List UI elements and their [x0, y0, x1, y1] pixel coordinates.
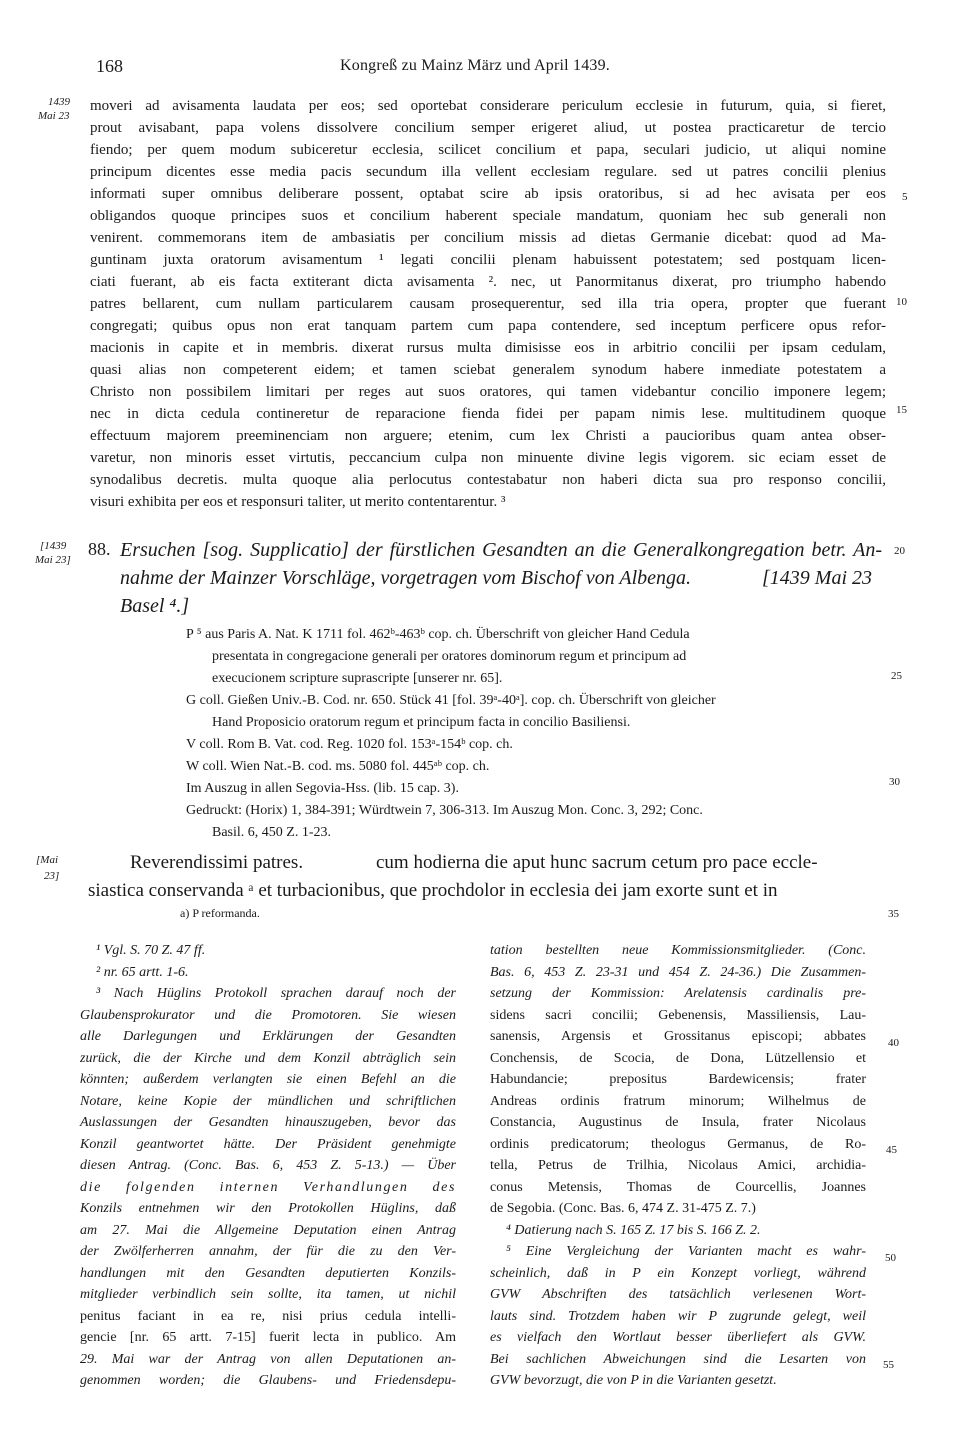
running-title: Kongreß zu Mainz März und April 1439.: [340, 57, 611, 74]
footnote-line: mitglieder verbindlich sein sollte, ita tamen, ut nichil: [80, 1287, 456, 1302]
footnote-line: tation bestellten neue Kommissionsmitglieder. (Conc.: [490, 943, 866, 958]
source-line: G coll. Gießen Univ.-B. Cod. nr. 650. Stück 41 [fol. 39ᵃ-40ᵃ]. cop. ch. Überschrift von gleicher: [186, 693, 716, 708]
body-line: principum dicentes esse media pacis secundum illa vellent ecclesiam regulare. sed ut patres concilii plenius: [90, 164, 886, 180]
body-line: macionis in capite et in membris. dixerat rursus multa dimisisse eos in arbitrio concilii per ipsam cedulam,: [90, 340, 886, 356]
footnote-line: Konzil geantwortet hätte. Der Präsident genehmigte: [80, 1136, 456, 1152]
footnote-line: ² nr. 65 artt. 1-6.: [96, 964, 189, 980]
margin-date-month: [Mai: [36, 854, 58, 866]
body-line: guntinam juxta oratorum avisamentum ¹ legati concilii plenam habuissent potestatem; sed postquam licen-: [90, 252, 886, 268]
footnote-line: 29. Mai war der Antrag von allen Deputationen an-: [80, 1351, 456, 1367]
line-number: 45: [886, 1144, 897, 1156]
margin-date-year-bracket: [1439: [40, 540, 67, 552]
source-line: V coll. Rom B. Vat. cod. Reg. 1020 fol. 153ᵃ-154ᵇ cop. ch.: [186, 737, 513, 752]
footnote-line: zurück, die der Kirche und dem Konzil abträglich sein: [80, 1050, 456, 1066]
section-heading-date: [1439 Mai 23: [762, 567, 872, 589]
margin-date-day-bracket: Mai 23]: [35, 554, 71, 566]
footnote-line: Glaubensprokurator und die Promotoren. Sie wiesen: [80, 1007, 456, 1023]
body-line: nec in dicta cedula contineretur de reparacione fienda fidei per papam nimis lese. multitudinem quoque: [90, 406, 886, 422]
text-line: siastica conservanda ᵃ et turbacionibus, que prochdolor in ecclesia dei jam exorte sunt et in: [88, 880, 778, 901]
body-line: venirent. commemorans item de ambasiatis per concilium missis ad dietas Germanie dicebat: quod ad Ma-: [90, 230, 886, 246]
footnote-line: Bei sachlichen Abweichungen sind die Lesarten von: [490, 1351, 866, 1367]
source-line: Im Auszug in allen Segovia-Hss. (lib. 15 cap. 3).: [186, 781, 459, 796]
footnote-line: Andreas ordinis fratrum minorum; Wilhelmus de: [490, 1093, 866, 1109]
line-number: 25: [891, 670, 902, 682]
line-number: 30: [889, 776, 900, 788]
body-line: prout avisabant, papa volens dissolvere concilium semper erigeret aliud, ut postea practicaretur de tercio: [90, 120, 886, 136]
footnote-line: diesen Antrag. (Conc. Bas. 6, 453 Z. 5-13.) — Über: [80, 1158, 456, 1173]
footnote-line: sidens sacri concilii; Gebenensis, Massiliensis, Lau-: [490, 1007, 866, 1023]
footnote-line: der Zwölferherren annahm, der für die zu den Ver-: [80, 1244, 456, 1259]
body-line: synodalibus decretis. multa quoque alia perlocutus contestabatur non haberi dicta sua pro responso concilii,: [90, 472, 886, 488]
footnote-line: alle Darlegungen und Erklärungen der Gesandten: [80, 1029, 456, 1044]
footnote-line: Conchensis, de Scocia, de Dona, Lützellensio et: [490, 1050, 866, 1066]
section-heading-line: Basel ⁴.]: [120, 595, 190, 617]
source-line: P ⁵ aus Paris A. Nat. K 1711 fol. 462ᵇ-463ᵇ cop. ch. Überschrift von gleicher Hand Cedula: [186, 627, 690, 642]
footnote-line: tella, Petrus de Trilhia, Nicolaus Amici, archidia-: [490, 1158, 866, 1173]
footnote-line: Habundancie; prepositus Bardewicensis; frater: [490, 1072, 866, 1087]
body-line: fiendo; per quem modum subiceretur ecclesia, scilicet concilium et papa, seculari judicio, ut aliqui nomine: [90, 142, 886, 158]
text-opening: cum hodierna die aput hunc sacrum cetum pro pace eccle-: [376, 852, 818, 873]
line-number: 10: [896, 296, 907, 308]
text-salutation: Reverendissimi patres.: [130, 852, 304, 873]
margin-date-day: Mai 23: [38, 110, 70, 122]
footnote-line: Konzils entnehmen wir den Protokollen Hüglins, daß: [80, 1201, 456, 1216]
body-line: congregati; quibus opus non erat tanquam partem cum papa contendere, sed inceptum perficere opus refor-: [90, 318, 886, 334]
footnote-line: ⁵ Eine Vergleichung der Varianten macht es wahr-: [506, 1244, 866, 1259]
footnote-line: ⁴ Datierung nach S. 165 Z. 17 bis S. 166 Z. 2.: [506, 1222, 761, 1238]
body-line: moveri ad avisamenta laudata per eos; sed oportebat considerare periculum ecclesie in futurum, quia, si fieret,: [90, 98, 886, 114]
footnote-line: setzung der Kommission: Arelatensis cardinalis pre-: [490, 986, 866, 1001]
footnotes-right: [490, 940, 866, 1392]
footnote-line: de Segobia. (Conc. Bas. 6, 474 Z. 31-475 Z. 7.): [490, 1201, 756, 1216]
source-line: presentata in congregacione generali per oratores dominorum regum et principum ad: [212, 649, 687, 664]
footnote-line: Auslassungen der Gesandten hinauszugeben, bevor das: [80, 1115, 456, 1130]
footnote-line: lauts sind. Trotzdem haben wir P zugrunde gelegt, weil: [490, 1308, 866, 1324]
page-number: 168: [96, 56, 123, 76]
line-number: 55: [883, 1359, 894, 1371]
source-line: execucionem scripture suprascripte [unserer nr. 65].: [212, 671, 503, 686]
footnote-line: scheinlich, daß in P ein Konzept vorliegt, während: [490, 1265, 866, 1281]
footnote-line: Constancia, Augustinus de Insula, frater Nicolaus: [490, 1115, 866, 1130]
footnote-line: Bas. 6, 453 Z. 23-31 und 454 Z. 24-36.) Die Zusammen-: [490, 964, 866, 980]
footnote-line: am 27. Mai die Allgemeine Deputation einen Antrag: [80, 1222, 456, 1238]
body-line: ciati fuerant, ab eis facta extiterant dicta avisamenta ². nec, ut Panormitanus dixerat, pro triumpho habendo: [90, 274, 886, 290]
footnote-line: die folgenden internen Verhandlungen des: [80, 1179, 456, 1195]
footnote-line: GVW Abschriften des tatsächlich verlesenen Wort-: [490, 1287, 866, 1302]
body-line: effectuum majorem preeminenciam non arguere; etenim, cum lex Christi a paucioribus quam antea obser-: [90, 428, 886, 444]
footnote-line: penitus faciant in ea re, nisi prius cedula intelli-: [80, 1308, 456, 1324]
footnote-line: GVW bevorzugt, die von P in die Varianten gesetzt.: [490, 1373, 777, 1388]
line-number: 20: [894, 545, 905, 557]
margin-date-day-short: 23]: [44, 870, 60, 882]
margin-date-year: 1439: [48, 96, 70, 108]
section-number: 88.: [88, 539, 111, 559]
footnote-line: conus Metensis, Thomas de Courcellis, Joannes: [490, 1179, 866, 1195]
footnote-line: Notare, keine Kopie der mündlichen und schriftlichen: [80, 1093, 456, 1109]
source-line: Hand Proposicio oratorum regum et principum facta in concilio Basiliensi.: [212, 715, 631, 730]
body-line: Christo non possibilem limitari per reges aut suos oratores, qui tamen videbantur concilio imponere legem;: [90, 384, 886, 400]
footnote-line: ¹ Vgl. S. 70 Z. 47 ff.: [96, 943, 206, 958]
source-line: Gedruckt: (Horix) 1, 384-391; Würdtwein 7, 306-313. Im Auszug Mon. Conc. 3, 292; Conc.: [186, 803, 703, 818]
body-line: patres bellarent, cum nullam particularem causam prosequerentur, sed illa tria opera, propter que fuerant: [90, 296, 886, 312]
line-number: 35: [888, 908, 899, 920]
footnotes-left: [80, 940, 456, 1392]
section-heading-line: Ersuchen [sog. Supplicatio] der fürstlichen Gesandten an die Generalkongregation betr. An-: [120, 539, 882, 561]
line-number: 50: [885, 1252, 896, 1264]
body-line: visuri exhibita per eos et responsuri taliter, ut merito contentarentur. ³: [90, 494, 506, 510]
footnote-line: ordinis predicatorum; theologus Germanus, de Ro-: [490, 1136, 866, 1152]
footnote-line: es vielfach den Wortlaut besser überliefert als GVW.: [490, 1330, 866, 1345]
line-number: 40: [888, 1037, 899, 1049]
line-number: 15: [896, 404, 907, 416]
source-line: W coll. Wien Nat.-B. cod. ms. 5080 fol. 445ᵃᵇ cop. ch.: [186, 759, 490, 774]
footnote-line: handlungen mit den Gesandten deputierten Konzils-: [80, 1265, 456, 1281]
section-heading-line: nahme der Mainzer Vorschläge, vorgetragen vom Bischof von Albenga.: [120, 567, 692, 589]
apparatus-note: a) P reformanda.: [180, 906, 260, 920]
footnote-line: gencie [nr. 65 artt. 7-15] fuerit lecta in publico. Am: [80, 1330, 456, 1345]
body-line: informati super omnibus deliberare possent, optabat scire ab ipsis oratoribus, si ad hec avisata per eos: [90, 186, 886, 202]
line-number: 5: [902, 191, 908, 203]
footnote-line: genommen worden; die Glaubens- und Friedensdepu-: [80, 1373, 456, 1388]
body-line: varetur, non minoris esset virtutis, peccancium culpa non minuente divine legis vigorem. sic eciam esset de: [90, 450, 886, 466]
footnote-line: ³ Nach Hüglins Protokoll sprachen darauf noch der: [96, 986, 456, 1001]
footnote-line: könnten; außerdem verlangten sie einen Befehl an die: [80, 1072, 456, 1087]
body-line: obligandos quoque principes suos et concilium haberent speciale mandatum, quoniam hec sub generali non: [90, 208, 886, 224]
footnote-line: sanensis, Argensis et Grossitanus episcopi; abbates: [490, 1029, 866, 1044]
source-line: Basil. 6, 450 Z. 1-23.: [212, 825, 331, 840]
body-line: quasi alias non competerent eidem; et tamen sciebat generalem synodum habere inmediate potestatem a: [90, 362, 886, 378]
